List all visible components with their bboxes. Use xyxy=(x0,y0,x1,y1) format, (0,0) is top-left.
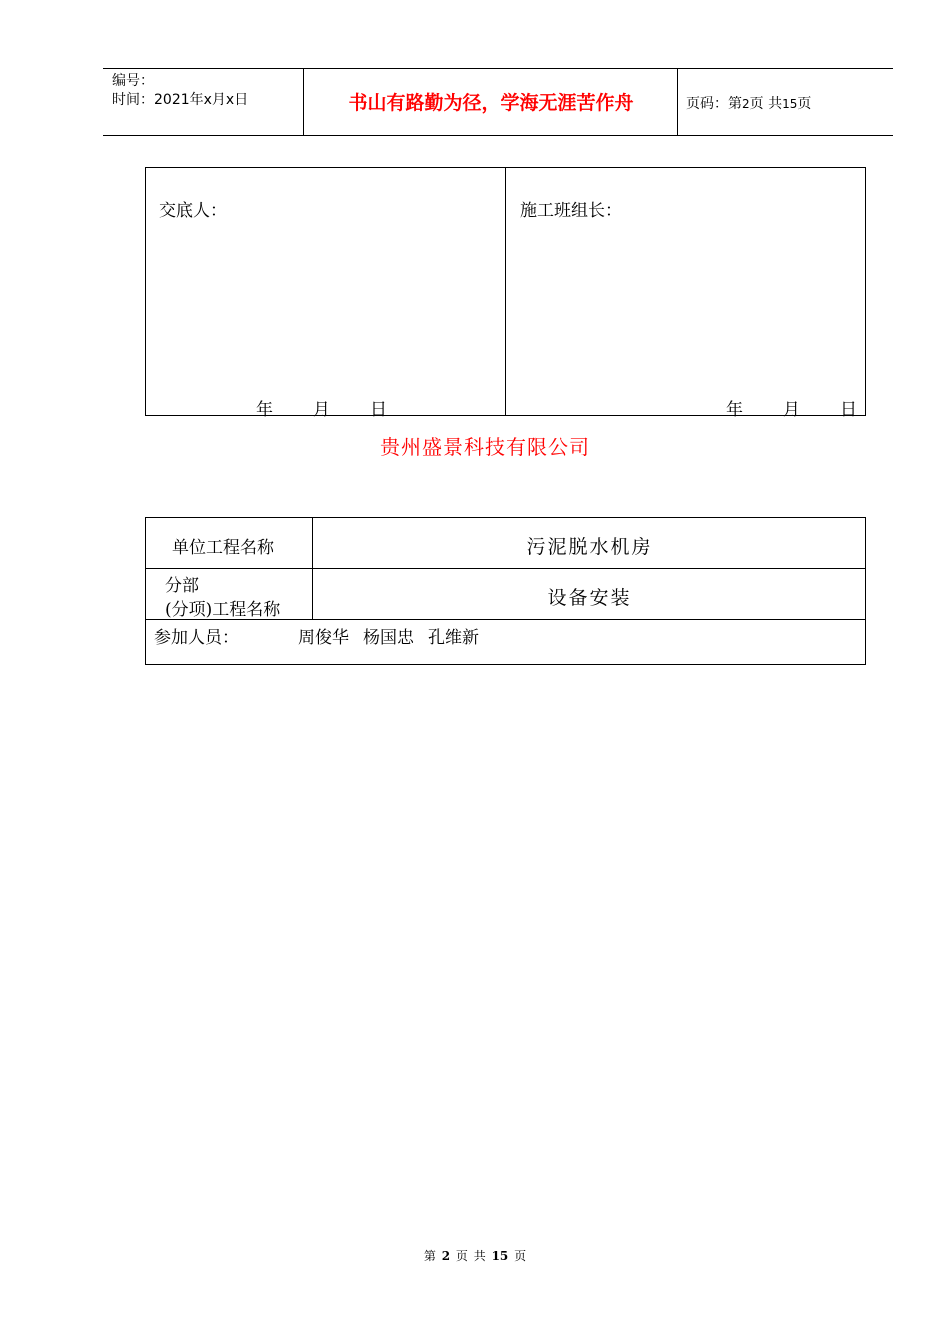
document-time-label: 时间：2021年x月x日 xyxy=(112,92,249,108)
footer-mid: 页 共 xyxy=(455,1249,486,1263)
right-date-month: 月 xyxy=(783,400,800,420)
participant-name: 周俊华 xyxy=(298,628,349,648)
right-date-year: 年 xyxy=(726,400,743,420)
team-leader-label: 施工班组长： xyxy=(520,201,622,221)
header-page-indicator xyxy=(686,93,811,113)
sub-project-label-line1: 分部 xyxy=(165,576,199,596)
footer-page-indicator xyxy=(0,1247,950,1264)
left-date-month: 月 xyxy=(313,400,330,420)
participants-list xyxy=(298,623,493,648)
page-prefix: 页码：第 xyxy=(686,96,742,112)
header-bottom-rule xyxy=(103,135,893,136)
info-row-divider-1 xyxy=(145,568,866,569)
page-total: 15 xyxy=(782,97,798,111)
header-divider-left xyxy=(303,68,304,135)
page-mid: 页 共 xyxy=(749,96,783,112)
sub-project-label-line2: (分项)工程名称 xyxy=(165,600,281,620)
company-name: 贵州盛景科技有限公司 xyxy=(380,435,590,459)
footer-total: 15 xyxy=(491,1249,509,1263)
left-date-year: 年 xyxy=(256,400,273,420)
right-date-day: 日 xyxy=(840,400,857,420)
header-meta xyxy=(112,72,248,110)
handover-person-label: 交底人： xyxy=(159,201,227,221)
participant-name: 孔维新 xyxy=(428,628,479,648)
header-divider-right xyxy=(677,68,678,135)
footer-suffix: 页 xyxy=(514,1249,527,1263)
signature-divider xyxy=(505,167,506,416)
participant-name: 杨国忠 xyxy=(363,628,414,648)
left-date-day: 日 xyxy=(370,400,387,420)
header-motto: 书山有路勤为径，学海无涯苦作舟 xyxy=(348,92,634,114)
footer-current: 2 xyxy=(441,1249,451,1263)
document-number-label: 编号： xyxy=(112,73,154,89)
unit-project-label: 单位工程名称 xyxy=(172,538,274,558)
page-suffix: 页 xyxy=(797,96,812,112)
unit-project-value: 污泥脱水机房 xyxy=(526,536,653,558)
page-current: 2 xyxy=(742,97,750,111)
footer-prefix: 第 xyxy=(423,1249,436,1263)
participants-label: 参加人员： xyxy=(154,628,239,648)
sub-project-value: 设备安装 xyxy=(547,587,632,609)
